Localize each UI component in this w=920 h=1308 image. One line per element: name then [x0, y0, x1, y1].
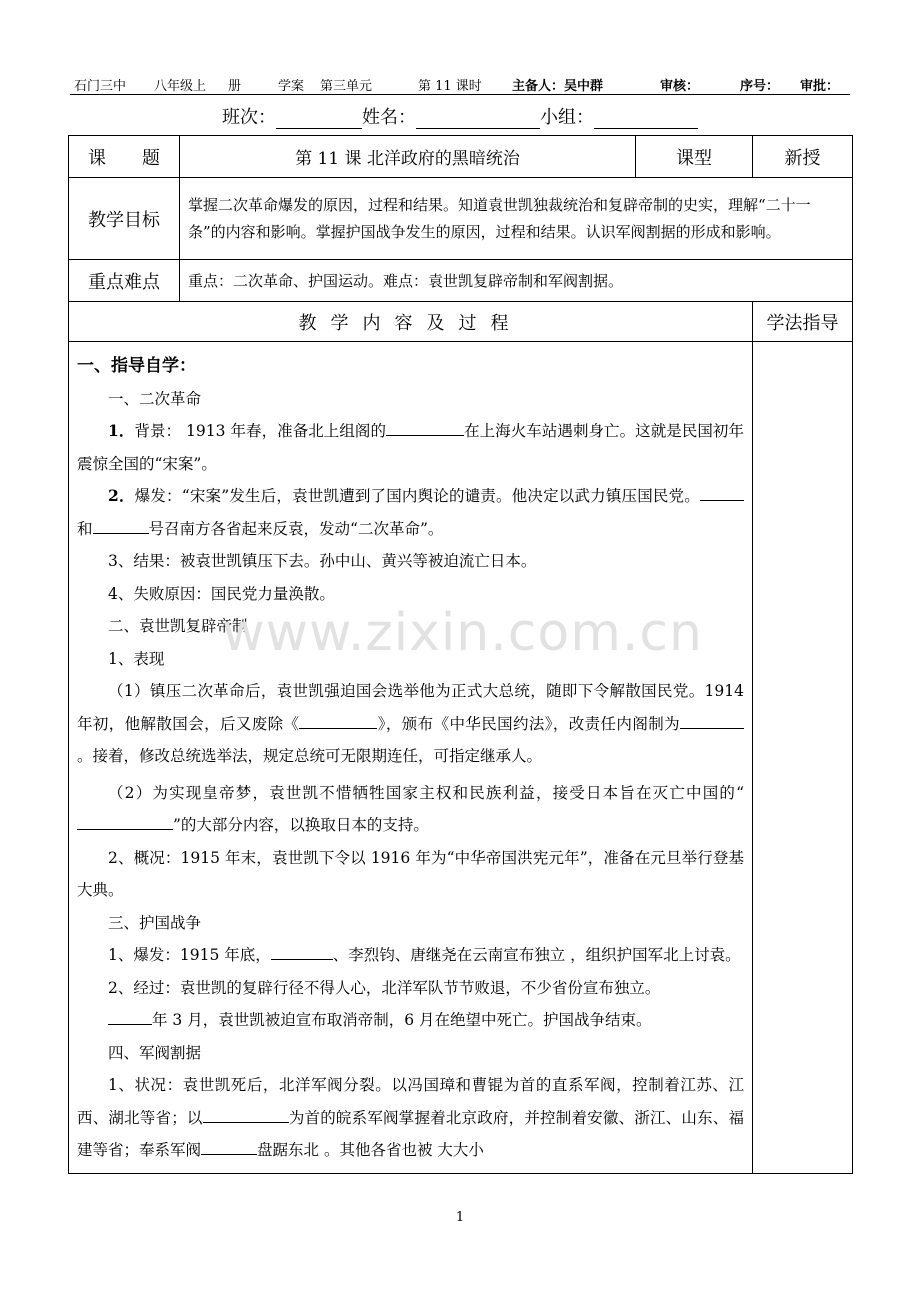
section-1-title: 一、二次革命	[108, 389, 202, 408]
blank-year[interactable]	[108, 1006, 152, 1025]
topic-label: 课 题	[69, 136, 180, 178]
para-war-a: 1、爆发：1915 年底，	[108, 946, 271, 964]
method-header: 学法指导	[753, 302, 853, 342]
section-heading-guide: 一、指导自学：	[77, 356, 196, 376]
para-performance-2	[77, 777, 744, 842]
para-war-end-text: 年 3 月，袁世凯被迫宣布取消帝制，6 月在绝望中死亡。护国战争结束。	[152, 1011, 652, 1029]
blank-anhui-leader[interactable]	[203, 1104, 289, 1123]
content-body	[69, 342, 753, 1174]
para-outbreak-b: 和	[77, 519, 93, 538]
para-overview: 2、概况：1915 年末，袁世凯下令以 1916 年为“中华帝国洪宪元年”，准备在元旦举行登基大典。	[77, 848, 744, 899]
section-2-sub: 1、表现	[108, 649, 165, 668]
blank-person[interactable]	[386, 417, 464, 436]
group-blank[interactable]	[594, 108, 698, 129]
para-perf-1-b: 》，颁布《中华民国约法》，改责任内阁制为	[377, 714, 680, 733]
para-warlords-a: 1、状况：袁世凯死后，北洋军阀分裂。以冯国璋和曹锟为首的直系军阀，控制着江苏、江西、湖北等省；以	[77, 1076, 744, 1127]
watermark: www.zixin.com.cn	[222, 603, 703, 663]
para-outbreak-c: 号召南方各省起来反袁，发动“二次革命”。	[148, 519, 444, 538]
header-type: 学案	[278, 79, 305, 94]
group-label: 小组：	[540, 107, 594, 128]
header-period: 第 11 课时	[418, 79, 482, 94]
header-serial: 序号：	[740, 79, 780, 94]
page-header	[70, 72, 850, 95]
para-perf-2-b: ”的大部分内容，以换取日本的支持。	[173, 816, 429, 834]
topic-title: 第 11 课 北洋政府的黑暗统治	[180, 136, 636, 178]
para-perf-1-c: 。接着，修改总统选举法，规定总统可无限期连任，可指定继承人。	[77, 747, 543, 765]
header-unit: 第三单元	[320, 79, 373, 94]
para-warlords-b: 为首的皖系军阀掌握着北京政府，并控制着安徽、浙江、山东、福建等省；奉系军阀	[77, 1108, 744, 1159]
section-4-title: 四、军阀割据	[108, 1043, 202, 1062]
name-label: 姓名：	[362, 107, 416, 128]
para-outbreak	[77, 480, 744, 545]
para-war-end	[77, 1004, 744, 1037]
header-approve: 审批：	[800, 79, 840, 94]
class-blank[interactable]	[276, 108, 362, 129]
name-blank[interactable]	[416, 108, 540, 129]
para-war-b: 、李烈钧、唐继尧在云南宣布独立 ，组织护国军北上讨袁。	[332, 946, 741, 964]
header-volume: 册	[228, 79, 242, 94]
objectives-text: 掌握二次革命爆发的原因，过程和结果。知道袁世凯独裁统治和复辟帝制的史实，理解“二十一条”的内容和影响。掌握护国战争发生的原因，过程和结果。认识军阀割据的形成和影响。	[180, 178, 853, 260]
blank-constitution[interactable]	[299, 710, 377, 729]
para-outbreak-a: 爆发：“宋案”发生后，袁世凯遭到了国内舆论的谴责。他决定以武力镇压国民党。	[134, 487, 700, 505]
para-perf-1-a: （1）镇压二次革命后，袁世凯强迫国会选举他为正式大总统，随即下令解散国民党。1914 年初，他解散国会，后又废除《	[77, 682, 744, 733]
content-header: 教学内容及过程	[69, 302, 753, 342]
blank-fengtian-leader[interactable]	[201, 1136, 257, 1155]
section-3-title: 三、护国战争	[108, 913, 202, 932]
para-warlords	[77, 1069, 744, 1167]
class-label: 班次：	[222, 107, 276, 128]
blank-treaty[interactable]	[77, 811, 173, 830]
blank-general[interactable]	[271, 941, 333, 960]
para-perf-2-a: （2）为实现皇帝梦，袁世凯不惜牺牲国家主权和民族利益，接受日本旨在灭亡中国的“	[108, 783, 744, 802]
blank-leader-2[interactable]	[93, 515, 149, 534]
para-failure: 4、失败原因：国民党力量涣散。	[108, 584, 335, 603]
para-background-b: 在上海火车站遇刺身亡。这就是民国初年震惊全国的“宋案”。	[77, 422, 744, 473]
para-war-process: 2、经过：袁世凯的复辟行径不得人心，北洋军队节节败退，不少省份宣布独立。	[108, 978, 661, 997]
num-2: 2．	[108, 486, 135, 505]
blank-system[interactable]	[680, 710, 744, 729]
header-preparer: 主备人：吴中群	[512, 79, 604, 94]
key-text: 重点：二次革命、护国运动。难点：袁世凯复辟帝制和军阀割据。	[180, 260, 853, 302]
header-review: 审核：	[660, 79, 700, 94]
num-1: 1．	[108, 421, 135, 440]
lesson-type-label: 课型	[636, 136, 753, 178]
method-column	[753, 342, 853, 1174]
para-warlords-c: 盘踞东北 。其他各省也被 大大小	[257, 1141, 484, 1159]
para-background	[77, 415, 744, 480]
para-background-a: 背景： 1913 年春，准备北上组阁的	[134, 422, 387, 440]
para-result: 3、结果：被袁世凯镇压下去。孙中山、黄兴等被迫流亡日本。	[108, 552, 537, 570]
para-performance-1	[77, 675, 744, 773]
class-line	[0, 103, 920, 129]
blank-leader-1[interactable]	[700, 482, 744, 501]
header-school: 石门三中	[74, 79, 127, 94]
objectives-label: 教学目标	[69, 178, 180, 260]
section-2-title: 二、袁世凯复辟帝制	[108, 617, 248, 635]
lesson-type-value: 新授	[753, 136, 853, 178]
key-label: 重点难点	[69, 260, 180, 302]
header-grade: 八年级上	[154, 79, 207, 94]
para-war-outbreak	[77, 939, 744, 972]
page-number: 1	[455, 1210, 465, 1225]
